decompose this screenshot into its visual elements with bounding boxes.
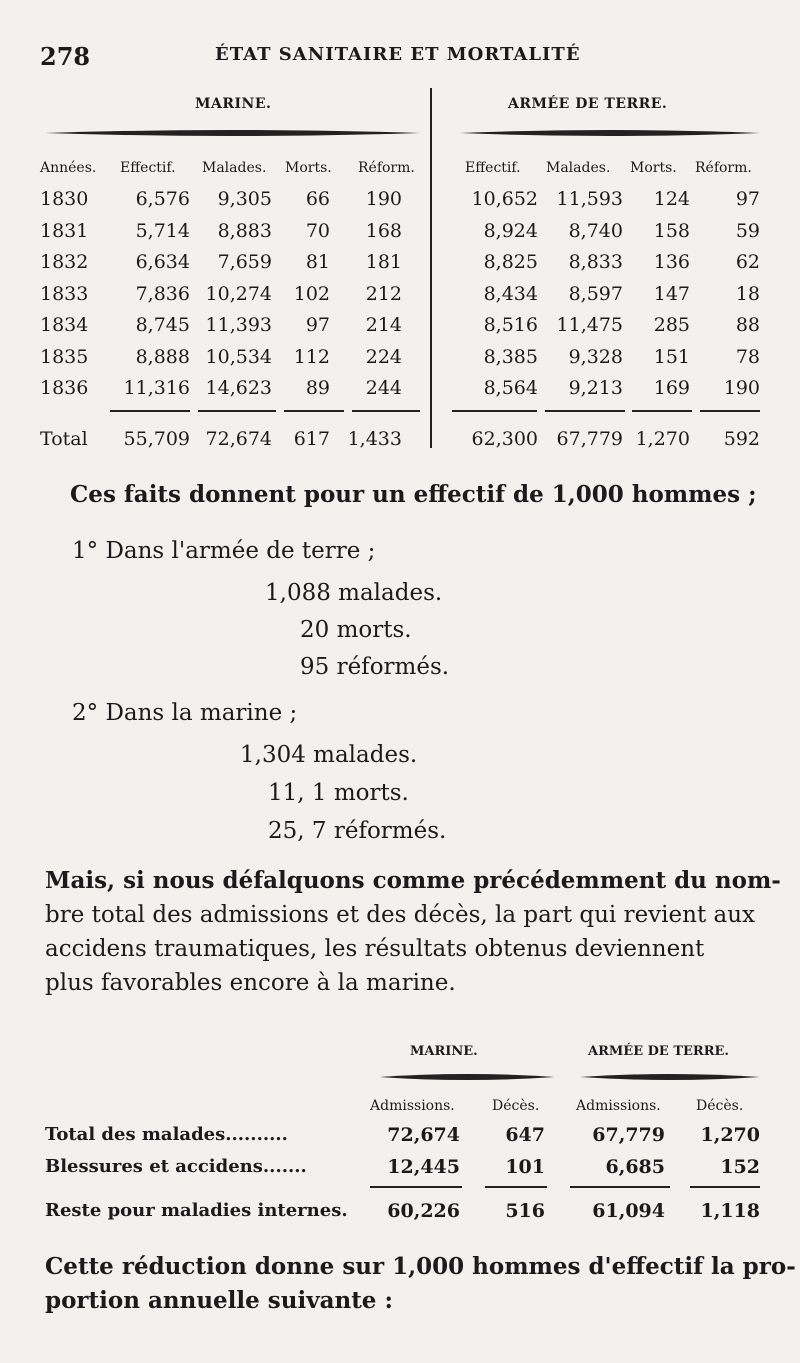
table-cell: 88 — [735, 314, 760, 336]
table-cell: 7,836 — [135, 282, 190, 305]
table-cell: 66 — [305, 188, 330, 210]
armee-header: ARMÉE DE TERRE. — [588, 1044, 729, 1059]
armee-header: ARMÉE DE TERRE. — [508, 96, 668, 112]
total-cell: 1,270 — [635, 428, 690, 450]
total-rule — [452, 410, 537, 412]
table-cell: 244 — [365, 377, 402, 399]
total-cell: 67,779 — [556, 428, 623, 450]
table-cell: 8,825 — [483, 251, 538, 273]
total-cell: 1,433 — [347, 428, 402, 450]
table-cell: 8,564 — [483, 377, 538, 399]
item2-title: 2° Dans la marine ; — [72, 700, 298, 726]
table-rule — [485, 1186, 547, 1188]
table-rule — [370, 1186, 462, 1188]
row-label: Total des malades.......... — [45, 1124, 288, 1145]
marine-header: MARINE. — [410, 1044, 478, 1059]
item1-line: 95 réformés. — [300, 654, 450, 680]
total-rule — [632, 410, 692, 412]
table-cell: 14,623 — [205, 377, 272, 399]
total-rule — [545, 410, 625, 412]
mortality-table — [40, 88, 760, 458]
paragraph-line: accidens traumatiques, les résultats obtenus deviennent — [45, 936, 705, 962]
table-cell: 212 — [365, 282, 402, 305]
year-cell: 1830 — [40, 188, 89, 210]
table-cell: 9,305 — [217, 188, 272, 210]
total-cell: 72,674 — [205, 428, 272, 450]
table-cell: 214 — [365, 314, 402, 336]
footer-paragraph — [45, 1250, 796, 1318]
col-header: Années. — [40, 160, 97, 176]
table-cell: 11,475 — [556, 314, 623, 336]
marine-swash-rule — [380, 1072, 555, 1080]
table-cell: 516 — [505, 1200, 545, 1222]
total-cell: 55,709 — [123, 428, 190, 450]
item2-line: 25, 7 réformés. — [268, 818, 447, 844]
col-header: Malades. — [202, 160, 267, 176]
col-header: Effectif. — [120, 160, 176, 176]
year-cell: 1835 — [40, 345, 89, 368]
table-cell: 8,434 — [483, 282, 538, 305]
year-cell: 1833 — [40, 282, 89, 305]
table-cell: 112 — [293, 345, 330, 368]
marine-header: MARINE. — [195, 96, 272, 112]
table-cell: 285 — [653, 314, 690, 336]
table-cell: 190 — [365, 188, 402, 210]
table-cell: 11,316 — [123, 377, 190, 399]
table-cell: 1,270 — [700, 1124, 760, 1146]
table-cell: 59 — [735, 219, 760, 242]
year-cell: 1834 — [40, 314, 89, 336]
armee-swash-rule — [580, 1072, 760, 1080]
running-title: ÉTAT SANITAIRE ET MORTALITÉ — [215, 44, 581, 65]
total-rule — [110, 410, 190, 412]
col-header: Effectif. — [465, 160, 521, 176]
table-cell: 9,328 — [568, 345, 623, 368]
item2-line: 11, 1 morts. — [268, 780, 409, 806]
table-cell: 158 — [653, 219, 690, 242]
col-header: Morts. — [285, 160, 332, 176]
table-cell: 8,833 — [568, 251, 623, 273]
table-cell: 11,593 — [556, 188, 623, 210]
table-cell: 8,745 — [135, 314, 190, 336]
table-cell: 70 — [305, 219, 330, 242]
item1-line: 20 morts. — [300, 617, 412, 643]
year-cell: 1831 — [40, 219, 89, 242]
table-cell: 11,393 — [205, 314, 272, 336]
table-cell: 152 — [720, 1156, 760, 1178]
table-cell: 62 — [735, 251, 760, 273]
page-header — [40, 30, 760, 70]
armee-swash-rule — [460, 128, 760, 136]
paragraph-line: bre total des admissions et des décès, la part qui revient aux — [45, 902, 756, 928]
total-label: Total — [40, 428, 88, 450]
table-cell: 8,740 — [568, 219, 623, 242]
table-cell: 8,597 — [568, 282, 623, 305]
table-cell: 78 — [735, 345, 760, 368]
total-cell: 617 — [293, 428, 330, 450]
total-cell: 592 — [723, 428, 760, 450]
table-rule — [690, 1186, 760, 1188]
table-cell: 190 — [723, 377, 760, 399]
paragraph-line: Mais, si nous défalquons comme précédemment du nom- — [45, 867, 781, 894]
table-cell: 181 — [365, 251, 402, 273]
table-cell: 8,516 — [483, 314, 538, 336]
table-cell: 7,659 — [217, 251, 272, 273]
table-cell: 647 — [505, 1124, 545, 1146]
page-number: 278 — [40, 42, 91, 71]
col-header: Admissions. — [576, 1098, 661, 1114]
year-cell: 1832 — [40, 251, 89, 273]
table-cell: 1,118 — [700, 1200, 760, 1222]
footer-line: Cette réduction donne sur 1,000 hommes d'effectif la pro- — [45, 1253, 796, 1280]
total-rule — [352, 410, 420, 412]
year-cell: 1836 — [40, 377, 89, 399]
table-cell: 10,652 — [471, 188, 538, 210]
table-cell: 60,226 — [387, 1200, 460, 1222]
total-cell: 62,300 — [471, 428, 538, 450]
marine-swash-rule — [45, 128, 420, 136]
footer-line: portion annuelle suivante : — [45, 1287, 393, 1314]
table-cell: 89 — [305, 377, 330, 399]
table-cell: 18 — [735, 282, 760, 305]
table-cell: 224 — [365, 345, 402, 368]
table-cell: 147 — [653, 282, 690, 305]
column-divider — [430, 88, 432, 448]
admissions-table — [40, 1030, 765, 1240]
table-cell: 10,534 — [205, 345, 272, 368]
table-cell: 8,385 — [483, 345, 538, 368]
col-header: Malades. — [546, 160, 611, 176]
table-cell: 12,445 — [387, 1156, 460, 1178]
table-cell: 72,674 — [387, 1124, 460, 1146]
table-cell: 169 — [653, 377, 690, 399]
col-header: Réform. — [695, 160, 752, 176]
table-cell: 151 — [653, 345, 690, 368]
total-rule — [700, 410, 760, 412]
paragraph-line: plus favorables encore à la marine. — [45, 970, 456, 996]
table-cell: 97 — [305, 314, 330, 336]
table-cell: 61,094 — [592, 1200, 665, 1222]
table-cell: 67,779 — [592, 1124, 665, 1146]
table-cell: 5,714 — [135, 219, 190, 242]
table-cell: 8,924 — [483, 219, 538, 242]
col-header: Décès. — [696, 1098, 744, 1114]
table-cell: 168 — [365, 219, 402, 242]
table-cell: 101 — [505, 1156, 545, 1178]
table-cell: 81 — [305, 251, 330, 273]
table-cell: 97 — [735, 188, 760, 210]
table-cell: 8,888 — [135, 345, 190, 368]
item2-line: 1,304 malades. — [240, 742, 418, 768]
paragraph — [45, 864, 781, 1000]
total-rule — [284, 410, 344, 412]
table-cell: 124 — [653, 188, 690, 210]
table-cell: 102 — [293, 282, 330, 305]
item1-title: 1° Dans l'armée de terre ; — [72, 538, 376, 564]
row-label: Blessures et accidens....... — [45, 1156, 307, 1177]
intro-line: Ces faits donnent pour un effectif de 1,000 hommes ; — [70, 481, 757, 508]
table-cell: 6,634 — [135, 251, 190, 273]
table-cell: 9,213 — [568, 377, 623, 399]
col-header: Morts. — [630, 160, 677, 176]
col-header: Admissions. — [370, 1098, 455, 1114]
row-label: Reste pour maladies internes. — [45, 1200, 348, 1221]
table-cell: 6,576 — [135, 188, 190, 210]
table-cell: 136 — [653, 251, 690, 273]
table-cell: 8,883 — [217, 219, 272, 242]
table-cell: 10,274 — [205, 282, 272, 305]
table-rule — [570, 1186, 670, 1188]
total-rule — [198, 410, 276, 412]
table-cell: 6,685 — [605, 1156, 665, 1178]
col-header: Réform. — [358, 160, 415, 176]
col-header: Décès. — [492, 1098, 540, 1114]
item1-line: 1,088 malades. — [265, 580, 443, 606]
